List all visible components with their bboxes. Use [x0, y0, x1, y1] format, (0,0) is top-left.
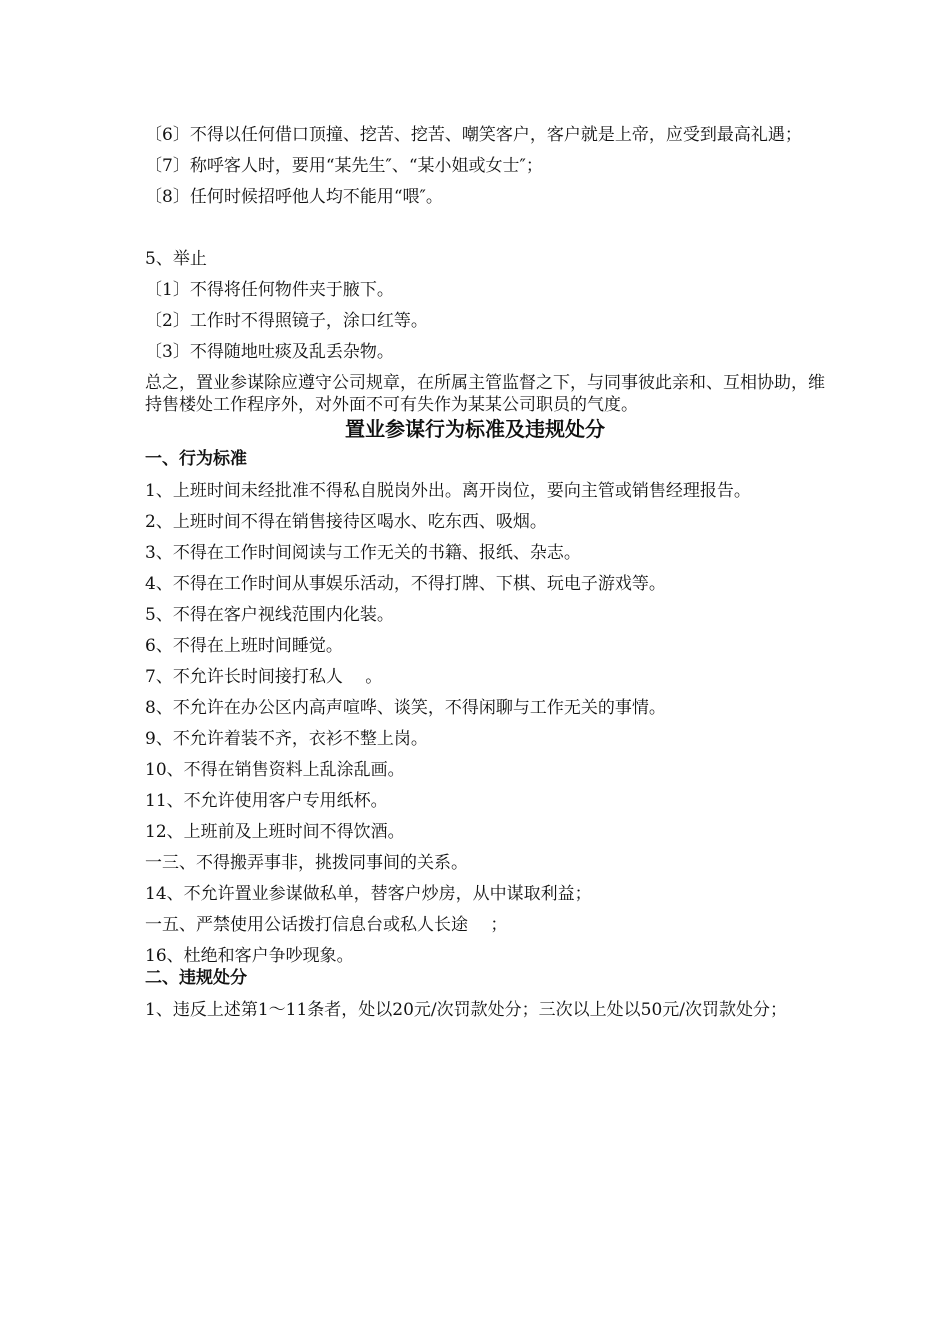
standards-item: 4、不得在工作时间从事娱乐活动，不得打牌、下棋、玩电子游戏等。 [145, 574, 666, 594]
standards-heading: 一、行为标准 [145, 449, 247, 469]
standards-item: 11、不允许使用客户专用纸杯。 [145, 791, 388, 811]
standards-item: 一三、不得搬弄事非，挑拨同事间的关系。 [145, 853, 468, 873]
standards-item: 14、不允许置业参谋做私单，替客户炒房，从中谋取利益； [145, 884, 592, 904]
etiquette-item-8: 〔8〕任何时候招呼他人均不能用“喂″。 [145, 187, 443, 207]
standards-item: 5、不得在客户视线范围内化装。 [145, 605, 394, 625]
standards-item: 7、不允许长时间接打私人 。 [145, 667, 383, 687]
standards-item: 8、不允许在办公区内高声喧哗、谈笑，不得闲聊与工作无关的事情。 [145, 698, 666, 718]
etiquette-item-7: 〔7〕称呼客人时，要用“某先生″、“某小姐或女士″； [145, 156, 543, 176]
conduct-heading: 5、举止 [145, 249, 207, 269]
penalties-heading: 二、违规处分 [145, 968, 247, 988]
conduct-summary: 总之，置业参谋除应遵守公司规章，在所属主管监督之下，与同事彼此亲和、互相协助，维持售楼处工作程序外，对外面不可有失作为某某公司职员的气度。 [145, 373, 825, 415]
conduct-item-1: 〔1〕不得将任何物件夹于腋下。 [145, 280, 394, 300]
conduct-item-2: 〔2〕工作时不得照镜子，涂口红等。 [145, 311, 428, 331]
standards-item: 6、不得在上班时间睡觉。 [145, 636, 343, 656]
standards-item: 12、上班前及上班时间不得饮酒。 [145, 822, 405, 842]
standards-item: 16、杜绝和客户争吵现象。 [145, 946, 354, 966]
standards-item: 一五、严禁使用公话拨打信息台或私人长途 ； [145, 915, 508, 935]
document-title: 置业参谋行为标准及违规处分 [345, 417, 605, 441]
standards-item: 10、不得在销售资料上乱涂乱画。 [145, 760, 405, 780]
penalties-item-1: 1、违反上述第1～11条者，处以20元/次罚款处分；三次以上处以50元/次罚款处分； [145, 1000, 787, 1020]
standards-item: 3、不得在工作时间阅读与工作无关的书籍、报纸、杂志。 [145, 543, 581, 563]
conduct-item-3: 〔3〕不得随地吐痰及乱丢杂物。 [145, 342, 394, 362]
standards-item: 1、上班时间未经批准不得私自脱岗外出。离开岗位，要向主管或销售经理报告。 [145, 481, 751, 501]
document-body [145, 124, 825, 1021]
standards-item: 2、上班时间不得在销售接待区喝水、吃东西、吸烟。 [145, 512, 547, 532]
standards-list [145, 480, 825, 967]
standards-item: 9、不允许着装不齐，衣衫不整上岗。 [145, 729, 428, 749]
etiquette-item-6: 〔6〕不得以任何借口顶撞、挖苦、挖苦、嘲笑客户，客户就是上帝，应受到最高礼遇； [145, 125, 802, 145]
